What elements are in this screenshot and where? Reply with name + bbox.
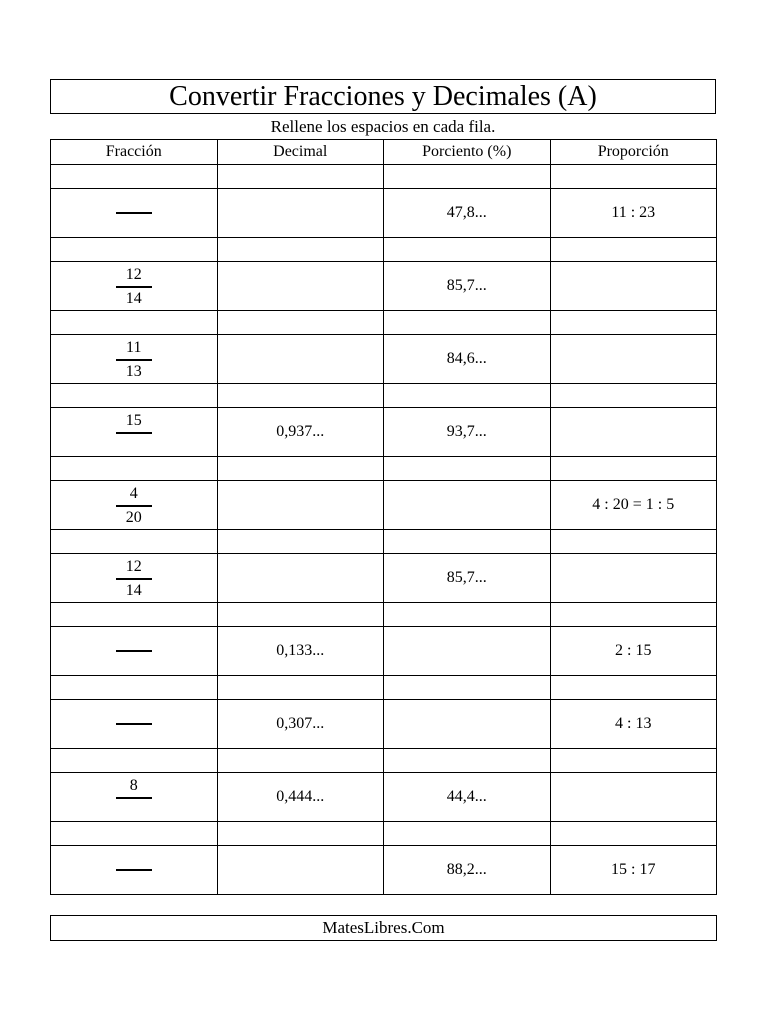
spacer-cell	[51, 603, 218, 627]
ratio-cell[interactable]: 11 : 23	[550, 189, 717, 238]
fraction-cell[interactable]	[51, 481, 218, 530]
decimal-cell[interactable]	[217, 262, 384, 311]
percent-cell[interactable]	[384, 700, 551, 749]
spacer-cell	[51, 676, 218, 700]
decimal-cell[interactable]: 0,307...	[217, 700, 384, 749]
spacer-cell	[51, 749, 218, 773]
table-row	[51, 700, 717, 749]
spacer-cell	[550, 165, 717, 189]
spacer-cell	[550, 822, 717, 846]
fraction-cell[interactable]	[51, 700, 218, 749]
fraction-cell[interactable]	[51, 773, 218, 822]
fraction-bar	[116, 286, 152, 288]
percent-cell[interactable]	[384, 481, 551, 530]
spacer-cell	[384, 749, 551, 773]
spacer-cell	[51, 530, 218, 554]
fraction	[116, 631, 152, 671]
percent-cell[interactable]: 44,4...	[384, 773, 551, 822]
table-row	[51, 262, 717, 311]
fraction-numerator: 12	[125, 265, 142, 283]
spacer-cell	[51, 457, 218, 481]
header-fraction: Fracción	[51, 140, 218, 165]
spacer-cell	[51, 165, 218, 189]
spacer-cell	[550, 238, 717, 262]
percent-cell[interactable]: 93,7...	[384, 408, 551, 457]
fraction-bar	[116, 650, 152, 652]
fraction	[116, 704, 152, 744]
fraction-cell[interactable]	[51, 262, 218, 311]
header-row	[51, 140, 717, 165]
spacer-cell	[217, 384, 384, 408]
fraction-numerator: 12	[125, 557, 142, 575]
percent-cell[interactable]: 85,7...	[384, 262, 551, 311]
fraction-cell[interactable]	[51, 335, 218, 384]
header-decimal: Decimal	[217, 140, 384, 165]
table-row	[51, 846, 717, 895]
spacer-row	[51, 311, 717, 335]
fraction	[116, 413, 152, 453]
spacer-cell	[550, 384, 717, 408]
table-row	[51, 335, 717, 384]
fraction-cell[interactable]	[51, 408, 218, 457]
spacer-cell	[550, 603, 717, 627]
fraction	[116, 778, 152, 818]
spacer-cell	[384, 530, 551, 554]
table-row	[51, 481, 717, 530]
fraction-bar	[116, 797, 152, 799]
footer-site: MatesLibres.Com	[50, 915, 717, 941]
spacer-row	[51, 530, 717, 554]
spacer-row	[51, 457, 717, 481]
fraction-denominator: 20	[125, 508, 142, 526]
decimal-cell[interactable]	[217, 481, 384, 530]
decimal-cell[interactable]	[217, 554, 384, 603]
decimal-cell[interactable]	[217, 189, 384, 238]
spacer-cell	[550, 530, 717, 554]
decimal-cell[interactable]	[217, 846, 384, 895]
fraction-cell[interactable]	[51, 627, 218, 676]
fraction-numerator: 8	[129, 776, 138, 794]
fraction-bar	[116, 723, 152, 725]
spacer-cell	[217, 749, 384, 773]
spacer-cell	[217, 457, 384, 481]
fraction-bar	[116, 359, 152, 361]
decimal-cell[interactable]	[217, 335, 384, 384]
fraction-bar	[116, 505, 152, 507]
spacer-cell	[51, 822, 218, 846]
fraction-numerator: 15	[125, 411, 142, 429]
spacer-cell	[550, 457, 717, 481]
header-ratio: Proporción	[550, 140, 717, 165]
spacer-cell	[384, 165, 551, 189]
ratio-cell[interactable]	[550, 554, 717, 603]
table-row	[51, 773, 717, 822]
spacer-cell	[384, 603, 551, 627]
table-row	[51, 408, 717, 457]
spacer-cell	[550, 676, 717, 700]
spacer-cell	[51, 238, 218, 262]
ratio-cell[interactable]	[550, 262, 717, 311]
spacer-cell	[51, 384, 218, 408]
fraction-bar	[116, 432, 152, 434]
fraction-bar	[116, 869, 152, 871]
fraction-denominator: 14	[125, 581, 142, 599]
spacer-cell	[384, 384, 551, 408]
spacer-cell	[217, 603, 384, 627]
spacer-row	[51, 238, 717, 262]
table-row	[51, 189, 717, 238]
fraction	[116, 267, 152, 307]
fraction-cell[interactable]	[51, 846, 218, 895]
spacer-cell	[51, 311, 218, 335]
fraction	[116, 340, 152, 380]
spacer-row	[51, 749, 717, 773]
spacer-row	[51, 676, 717, 700]
fraction	[116, 193, 152, 233]
fraction-bar	[116, 212, 152, 214]
spacer-cell	[217, 238, 384, 262]
percent-cell[interactable]: 85,7...	[384, 554, 551, 603]
ratio-cell[interactable]: 2 : 15	[550, 627, 717, 676]
decimal-cell[interactable]: 0,937...	[217, 408, 384, 457]
fraction-bar	[116, 578, 152, 580]
ratio-cell[interactable]	[550, 773, 717, 822]
instructions: Rellene los espacios en cada fila.	[270, 117, 496, 136]
spacer-row	[51, 822, 717, 846]
ratio-cell[interactable]	[550, 335, 717, 384]
percent-cell[interactable]: 47,8...	[384, 189, 551, 238]
fraction-cell[interactable]	[51, 554, 218, 603]
ratio-cell[interactable]: 4 : 20 = 1 : 5	[550, 481, 717, 530]
spacer-cell	[550, 749, 717, 773]
conversion-table	[50, 139, 717, 895]
spacer-cell	[384, 822, 551, 846]
spacer-row	[51, 384, 717, 408]
fraction	[116, 559, 152, 599]
fraction	[116, 850, 152, 890]
spacer-cell	[384, 676, 551, 700]
worksheet-title: Convertir Fracciones y Decimales (A)	[50, 79, 716, 114]
table-row	[51, 554, 717, 603]
ratio-cell[interactable]: 15 : 17	[550, 846, 717, 895]
spacer-row	[51, 165, 717, 189]
spacer-cell	[217, 822, 384, 846]
header-percent: Porciento (%)	[384, 140, 551, 165]
percent-cell[interactable]	[384, 627, 551, 676]
spacer-cell	[384, 457, 551, 481]
decimal-cell[interactable]: 0,133...	[217, 627, 384, 676]
spacer-cell	[217, 311, 384, 335]
ratio-cell[interactable]	[550, 408, 717, 457]
spacer-cell	[217, 676, 384, 700]
spacer-cell	[217, 530, 384, 554]
spacer-cell	[384, 238, 551, 262]
table-body	[51, 165, 717, 895]
percent-cell[interactable]: 84,6...	[384, 335, 551, 384]
table-row	[51, 627, 717, 676]
fraction-denominator: 13	[125, 362, 142, 380]
fraction	[116, 486, 152, 526]
spacer-row	[51, 603, 717, 627]
spacer-cell	[550, 311, 717, 335]
ratio-cell[interactable]: 4 : 13	[550, 700, 717, 749]
spacer-cell	[384, 311, 551, 335]
fraction-numerator: 11	[126, 338, 142, 356]
percent-cell[interactable]: 88,2...	[384, 846, 551, 895]
decimal-cell[interactable]: 0,444...	[217, 773, 384, 822]
spacer-cell	[217, 165, 384, 189]
fraction-denominator: 14	[125, 289, 142, 307]
fraction-numerator: 4	[129, 484, 138, 502]
fraction-cell[interactable]	[51, 189, 218, 238]
